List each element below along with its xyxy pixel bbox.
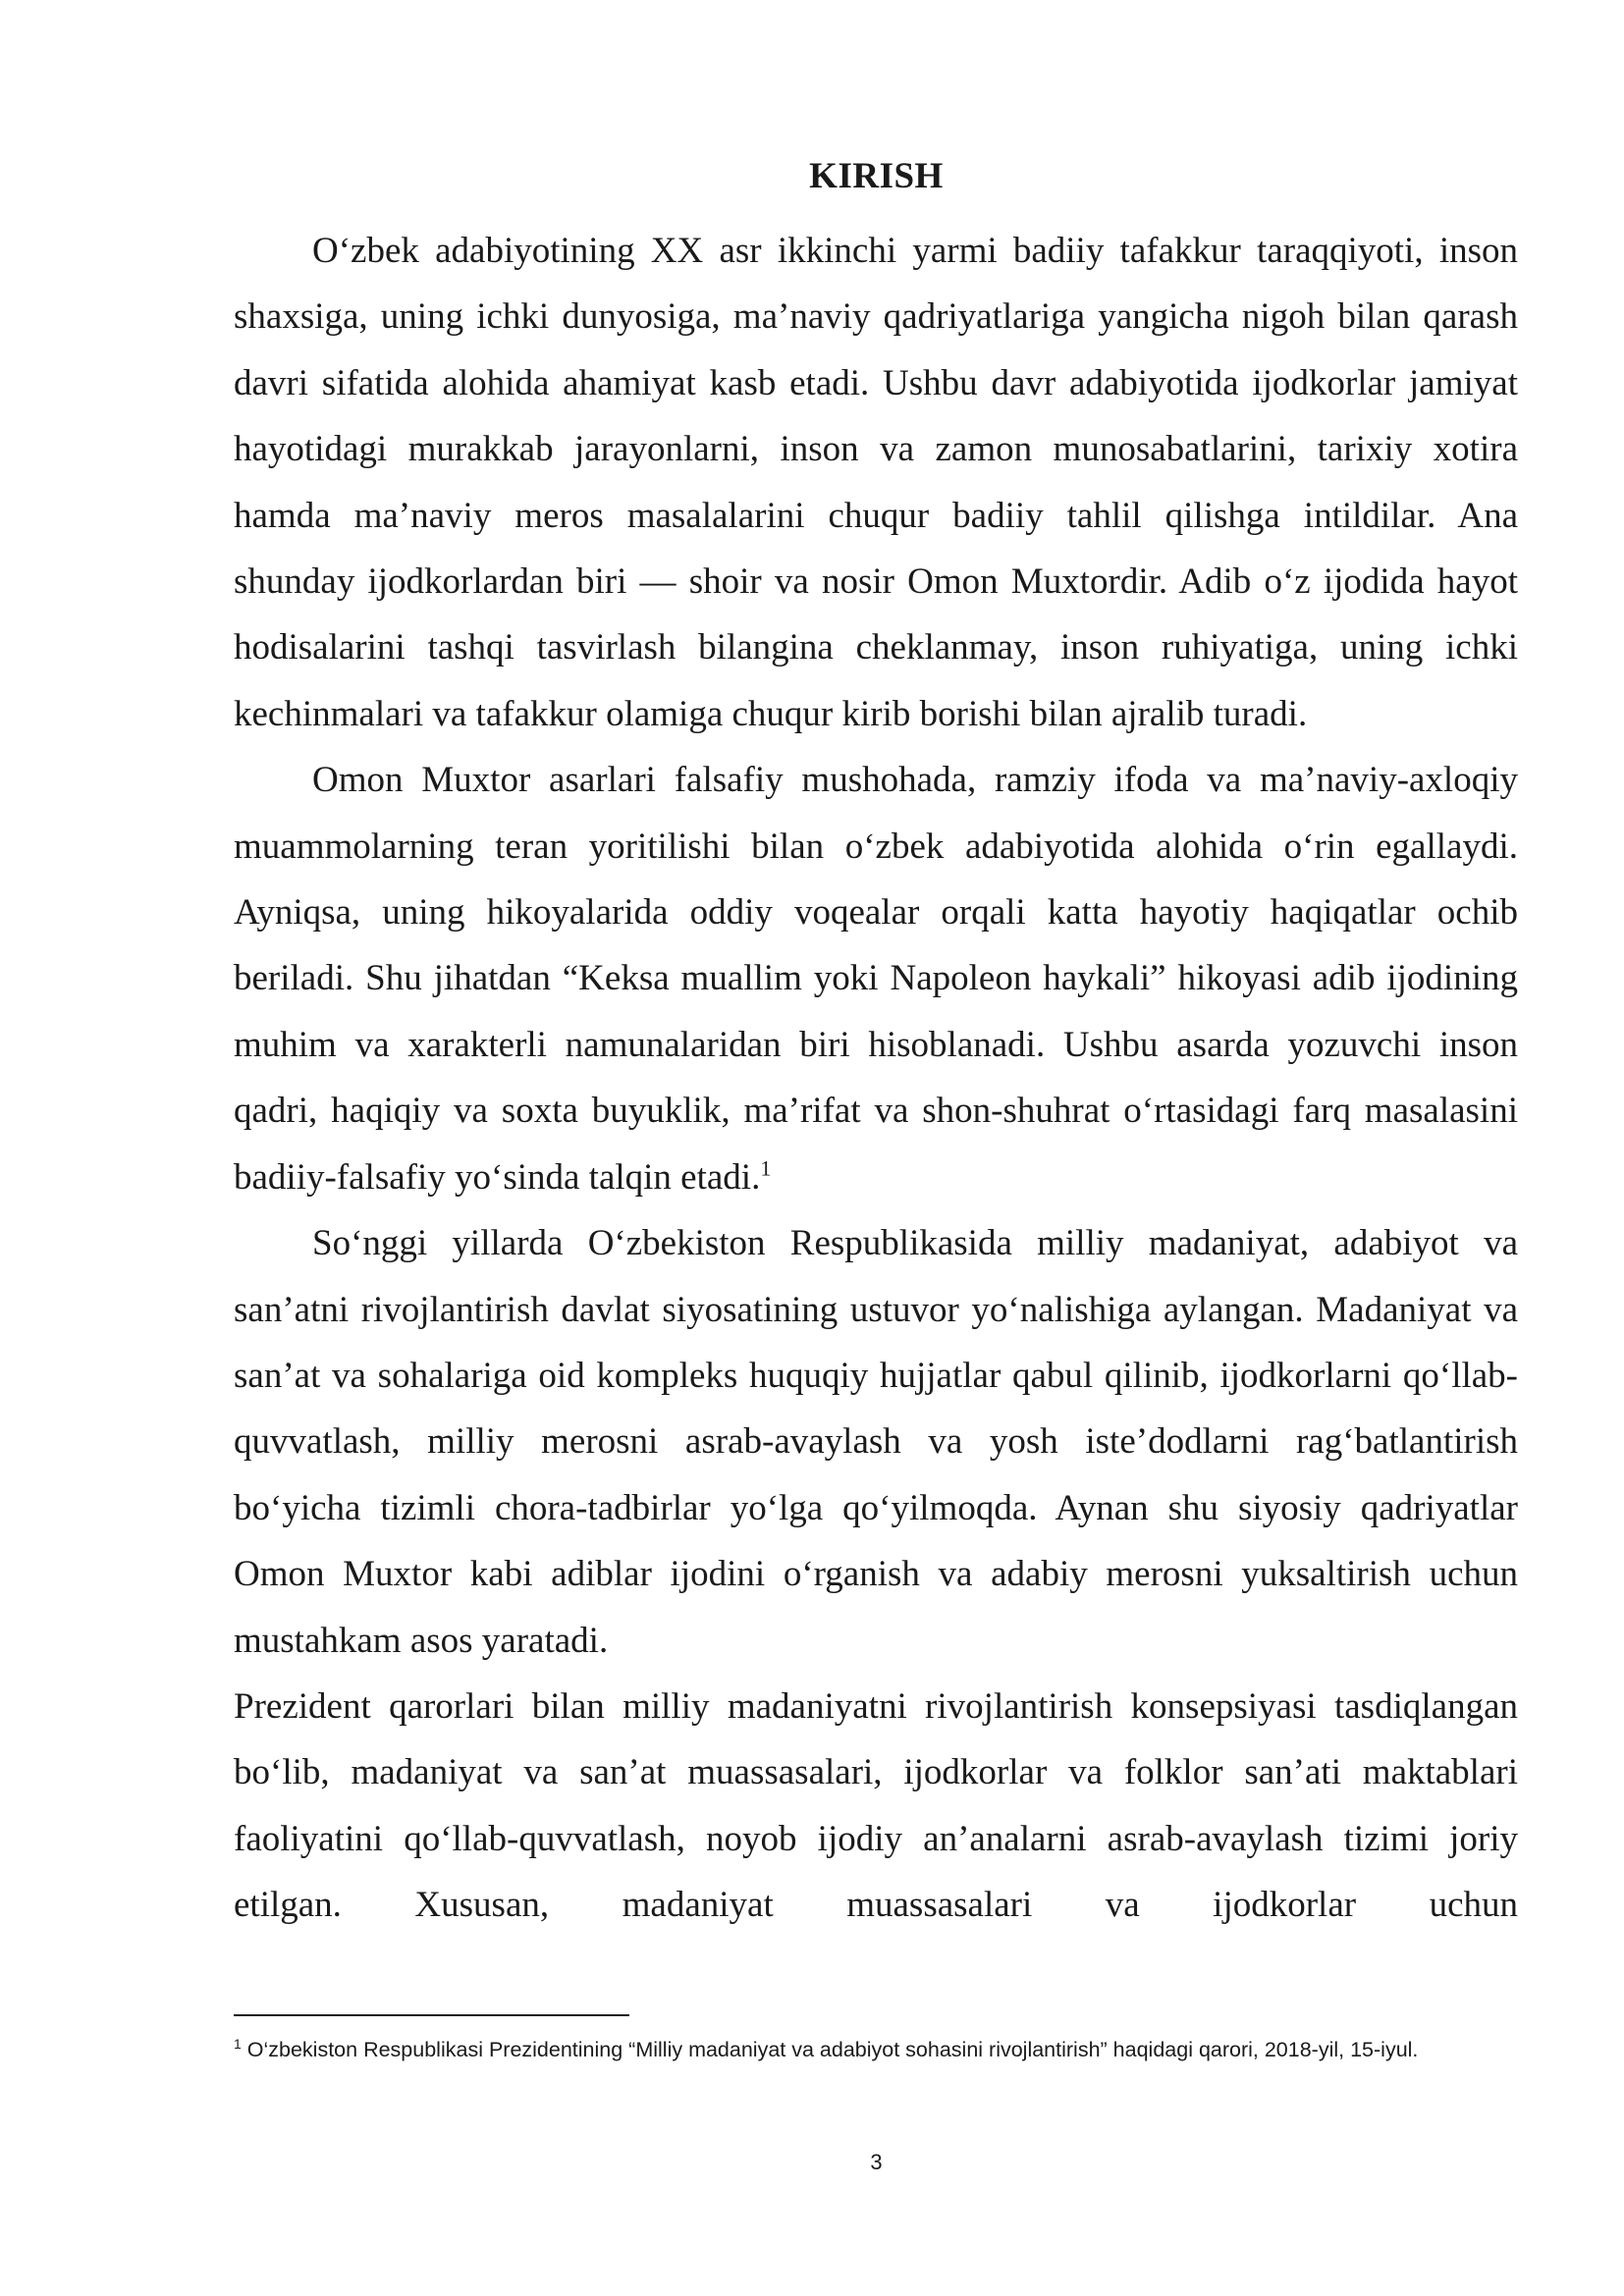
paragraph-4-text: Prezident qarorlari bilan milliy madaniyatni rivojlantirish konsepsiyasi tasdiqlangan bo‘lib, madaniyat va san’at muassasalari, ijodkorlar va folklor san’ati maktablari faoliyatini qo‘llab-quvvatlash, noyob ijodiy an’analarni asrab-avaylash tizimi joriy etilgan. Xususan, madaniyat muassasalari va ijodkorlar uchun (234, 1685, 1518, 1926)
paragraph-2-text: Omon Muxtor asarlari falsafiy mushohada, ramziy ifoda va ma’naviy-axloqiy muammolarning teran yoritilishi bilan o‘zbek adabiyotida alohida o‘rin egallaydi. Ayniqsa, uning hikoyalarida oddiy voqealar orqali katta hayotiy haqiqatlar ochib beriladi. Shu jihatdan “Keksa muallim yoki Napoleon haykali” hikoyasi adib ijodining muhim va xarakterli namunalaridan biri hisoblanadi. Ushbu asarda yozuvchi inson qadri, haqiqiy va soxta buyuklik, ma’rifat va shon-shuhrat o‘rtasidagi farq masalasini badiiy-falsafiy yo‘sinda talqin etadi. (234, 760, 1518, 1198)
paragraph-4 (234, 1674, 1518, 1939)
page-number: 3 (870, 2150, 883, 2174)
paragraph-3: So‘nggi yillarda O‘zbekiston Respublikasida milliy madaniyat, adabiyot va san’atni rivojlantirish davlat siyosatining ustuvor yo‘nalishiga aylangan. Madaniyat va san’at va sohalariga oid kompleks huquqiy hujjatlar qabul qilinib, ijodkorlarni qo‘llab-quvvatlash, milliy merosni asrab-avaylash va yosh iste’dodlarni rag‘batlantirish bo‘yicha tizimli chora-tadbirlar yo‘lga qo‘yilmoqda. Aynan shu siyosiy qadriyatlar Omon Muxtor kabi adiblar ijodini o‘rganish va adabiy merosni yuksaltirish uchun mustahkam asos yaratadi. (234, 1223, 1518, 1661)
footnote-separator (234, 2014, 629, 2016)
footnote-text: O‘zbekiston Respublikasi Prezidentining “Milliy madaniyat va adabiyot sohasini rivojlantirish” haqidagi qarori, 2018-yil, 15-iyul. (241, 2038, 1419, 2061)
paragraph-2 (234, 747, 1518, 1210)
page-title: KIRISH (809, 156, 944, 196)
footnote-marker: 1 (234, 2035, 242, 2052)
footnote (234, 2033, 1518, 2066)
footnote-reference[interactable]: 1 (760, 1155, 772, 1181)
body-text (234, 218, 1518, 1939)
paragraph-1: O‘zbek adabiyotining XX asr ikkinchi yarmi badiiy tafakkur taraqqiyoti, inson shaxsiga, uning ichki dunyosiga, ma’naviy qadriyatlariga yangicha nigoh bilan qarash davri sifatida alohida ahamiyat kasb etadi. Ushbu davr adabiyotida ijodkorlar jamiyat hayotidagi murakkab jarayonlarni, inson va zamon munosabatlarini, tarixiy xotira hamda ma’naviy meros masalalarini chuqur badiiy tahlil qilishga intildilar. Ana shunday ijodkorlardan biri — shoir va nosir Omon Muxtordir. Adib o‘z ijodida hayot hodisalarini tashqi tasvirlash bilangina cheklanmay, inson ruhiyatiga, uning ichki kechinmalari va tafakkur olamiga chuqur kirib borishi bilan ajralib turadi. (234, 231, 1518, 734)
